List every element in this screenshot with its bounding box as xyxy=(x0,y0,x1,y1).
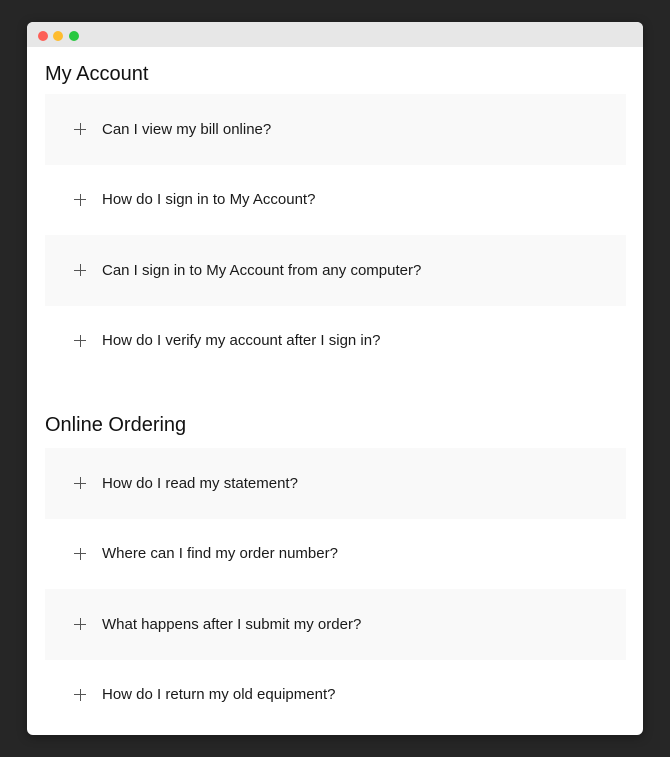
faq-question: How do I return my old equipment? xyxy=(102,686,336,704)
plus-icon[interactable] xyxy=(74,548,86,560)
section-title: My Account xyxy=(45,63,149,85)
faq-item[interactable] xyxy=(45,94,626,165)
close-window-icon[interactable] xyxy=(38,31,48,41)
faq-question: How do I read my statement? xyxy=(102,474,298,492)
faq-question: How do I verify my account after I sign in? xyxy=(102,332,381,350)
faq-question: Where can I find my order number? xyxy=(102,545,338,563)
faq-question: Can I view my bill online? xyxy=(102,120,272,138)
faq-item[interactable] xyxy=(45,519,626,590)
plus-icon[interactable] xyxy=(74,264,86,276)
maximize-window-icon[interactable] xyxy=(69,31,79,41)
faq-item[interactable] xyxy=(45,589,626,660)
faq-section-online-ordering xyxy=(45,404,626,730)
faq-item[interactable] xyxy=(45,660,626,731)
window-titlebar[interactable] xyxy=(27,22,643,47)
faq-item[interactable] xyxy=(45,448,626,519)
faq-list xyxy=(45,448,626,730)
faq-question: Can I sign in to My Account from any computer? xyxy=(102,261,422,279)
plus-icon[interactable] xyxy=(74,618,86,630)
plus-icon[interactable] xyxy=(74,194,86,206)
faq-question: How do I sign in to My Account? xyxy=(102,191,316,209)
minimize-window-icon[interactable] xyxy=(53,31,63,41)
plus-icon[interactable] xyxy=(74,335,86,347)
plus-icon[interactable] xyxy=(74,123,86,135)
plus-icon[interactable] xyxy=(74,477,86,489)
faq-content xyxy=(45,47,626,730)
faq-question: What happens after I submit my order? xyxy=(102,615,362,633)
faq-item[interactable] xyxy=(45,165,626,236)
browser-window xyxy=(27,22,643,735)
section-divider-space xyxy=(45,376,626,404)
faq-list xyxy=(45,94,626,376)
faq-item[interactable] xyxy=(45,235,626,306)
faq-item[interactable] xyxy=(45,306,626,377)
section-title: Online Ordering xyxy=(45,414,187,436)
faq-section-my-account xyxy=(45,47,626,376)
plus-icon[interactable] xyxy=(74,689,86,701)
